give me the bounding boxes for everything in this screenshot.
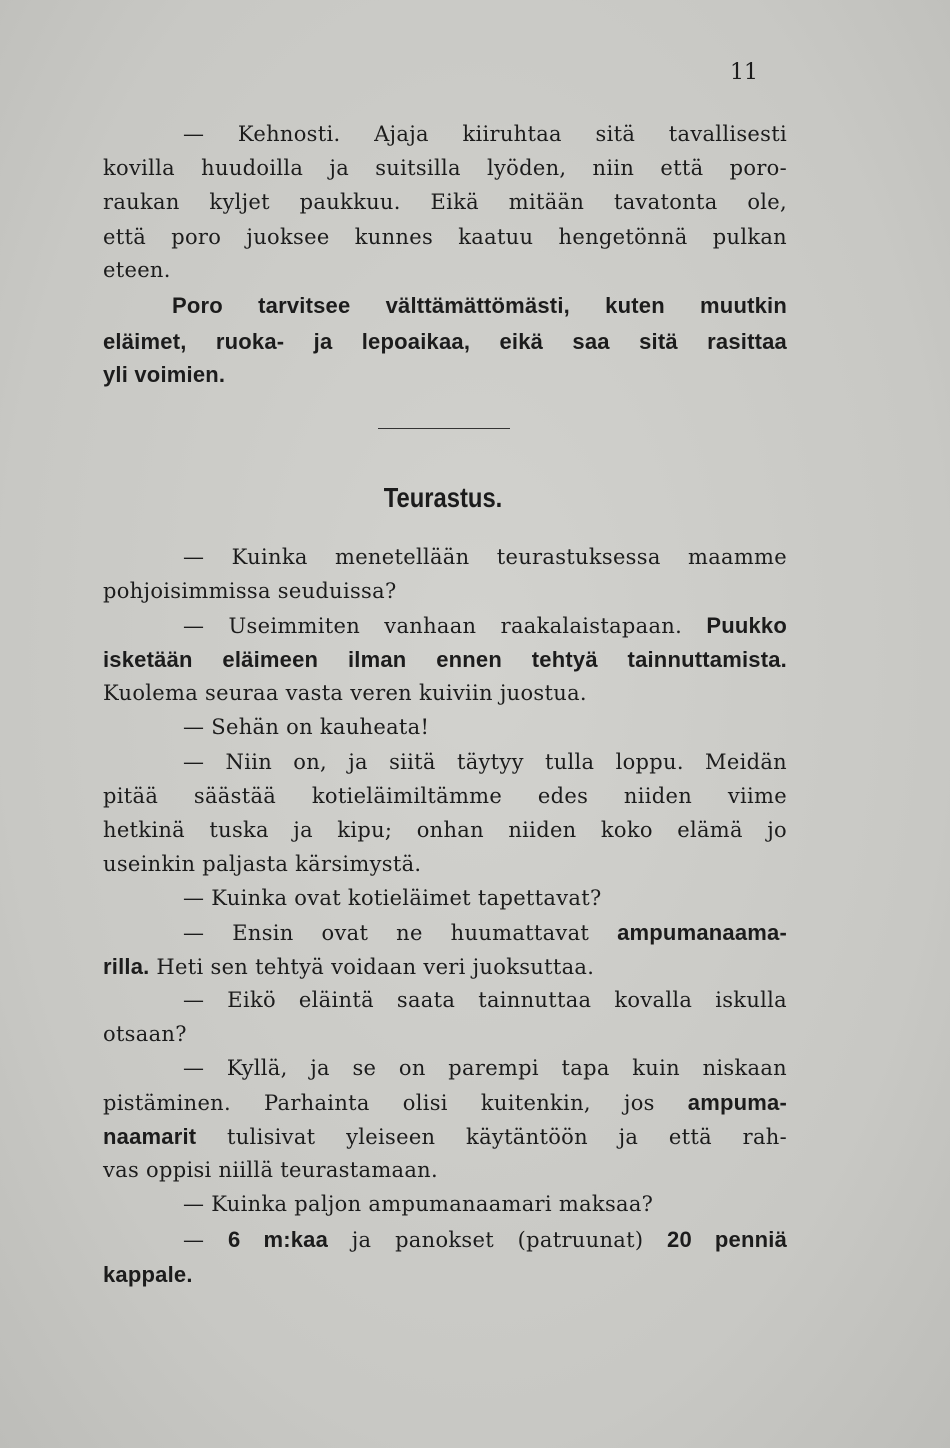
text-line: [103, 156, 787, 186]
text: pitää säästää kotieläimiltämme edes niiden viime: [103, 784, 787, 808]
text-line: [183, 988, 787, 1018]
text: otsaan?: [103, 1022, 187, 1046]
text: ja panokset (patruunat): [328, 1228, 668, 1252]
text: hetkinä tuska ja kipu; onhan niiden koko elämä jo: [103, 818, 787, 842]
text: useinkin paljasta kärsimystä.: [103, 852, 422, 876]
bold-text: kappale.: [103, 1262, 193, 1287]
text-line: [183, 886, 787, 916]
text: — Niin on, ja siitä täytyy tulla loppu. Meidän: [183, 750, 787, 774]
bold-text: eläimet, ruoka- ja lepoaikaa, eikä saa sitä rasittaa: [103, 329, 787, 354]
text-line: [103, 954, 787, 984]
section-divider: [378, 428, 510, 429]
text-line: [183, 613, 787, 643]
text-line: [172, 293, 787, 323]
section-heading: Teurastus.: [383, 482, 503, 513]
text: — Eikö eläintä saata tainnuttaa kovalla iskulla: [183, 988, 787, 1012]
text-line: [103, 225, 787, 255]
text-line: [103, 1158, 787, 1188]
text-line: [103, 818, 787, 848]
text-line: [183, 750, 787, 780]
text: pistäminen. Parhainta olisi kuitenkin, jos: [103, 1091, 688, 1115]
bold-text: Poro tarvitsee välttämättömästi, kuten muutkin: [172, 293, 787, 318]
text-line: [103, 784, 787, 814]
text-line: [103, 647, 787, 677]
text-line: [183, 122, 787, 152]
text: eteen.: [103, 258, 171, 282]
text: raukan kyljet paukkuu. Eikä mitään tavatonta ole,: [103, 190, 787, 214]
bold-text: 20 penniä: [667, 1227, 788, 1252]
bold-text: ampuma-: [687, 1090, 787, 1115]
text: tulisivat yleiseen käytäntöön ja että rah-: [196, 1125, 787, 1149]
text: —: [183, 1228, 228, 1252]
bold-text: Puukko: [706, 613, 787, 638]
bold-text: 6 m:kaa: [228, 1227, 329, 1252]
text: — Ensin ovat ne huumattavat: [183, 921, 618, 945]
text-line: [103, 681, 787, 711]
text: — Kuinka menetellään teurastuksessa maamme: [183, 545, 787, 569]
text: pohjoisimmissa seuduissa?: [103, 579, 397, 603]
text-line: [183, 1227, 787, 1257]
bold-text: isketään eläimeen ilman ennen tehtyä tainnuttamista.: [103, 647, 787, 672]
text-line: [103, 1022, 787, 1052]
text-line: [103, 362, 787, 392]
text-line: [103, 1090, 787, 1120]
text: — Useimmiten vanhaan raakalaistapaan.: [183, 614, 707, 638]
text: — Kuinka ovat kotieläimet tapettavat?: [183, 886, 602, 910]
text-line: [103, 579, 787, 609]
bold-text: yli voimien.: [103, 362, 226, 387]
text-line: [103, 258, 787, 288]
text: — Sehän on kauheata!: [183, 715, 430, 739]
text-line: [183, 920, 787, 950]
text: vas oppisi niillä teurastamaan.: [103, 1158, 438, 1182]
bold-text: rilla.: [103, 954, 150, 979]
text: — Kuinka paljon ampumanaamari maksaa?: [183, 1192, 654, 1216]
text-line: [183, 715, 787, 745]
bold-text: ampumanaama-: [617, 920, 787, 945]
text: — Kyllä, ja se on parempi tapa kuin niskaan: [183, 1056, 787, 1080]
text: — Kehnosti. Ajaja kiiruhtaa sitä tavallisesti: [183, 122, 787, 146]
page-number: 11: [730, 60, 758, 85]
text-line: [183, 1192, 787, 1222]
text: että poro juoksee kunnes kaatuu hengetönnä pulkan: [103, 225, 787, 249]
text-line: [103, 329, 787, 359]
text-line: [183, 1056, 787, 1086]
text-line: [183, 545, 787, 575]
text: Heti sen tehtyä voidaan veri juoksuttaa.: [149, 955, 595, 979]
text: kovilla huudoilla ja suitsilla lyöden, niin että poro-: [103, 156, 787, 180]
bold-text: naamarit: [103, 1124, 197, 1149]
text-line: [103, 852, 787, 882]
text-line: [103, 1262, 787, 1292]
text: Kuolema seuraa vasta veren kuiviin juostua.: [103, 681, 587, 705]
text-line: [103, 1124, 787, 1154]
text-line: [103, 190, 787, 220]
